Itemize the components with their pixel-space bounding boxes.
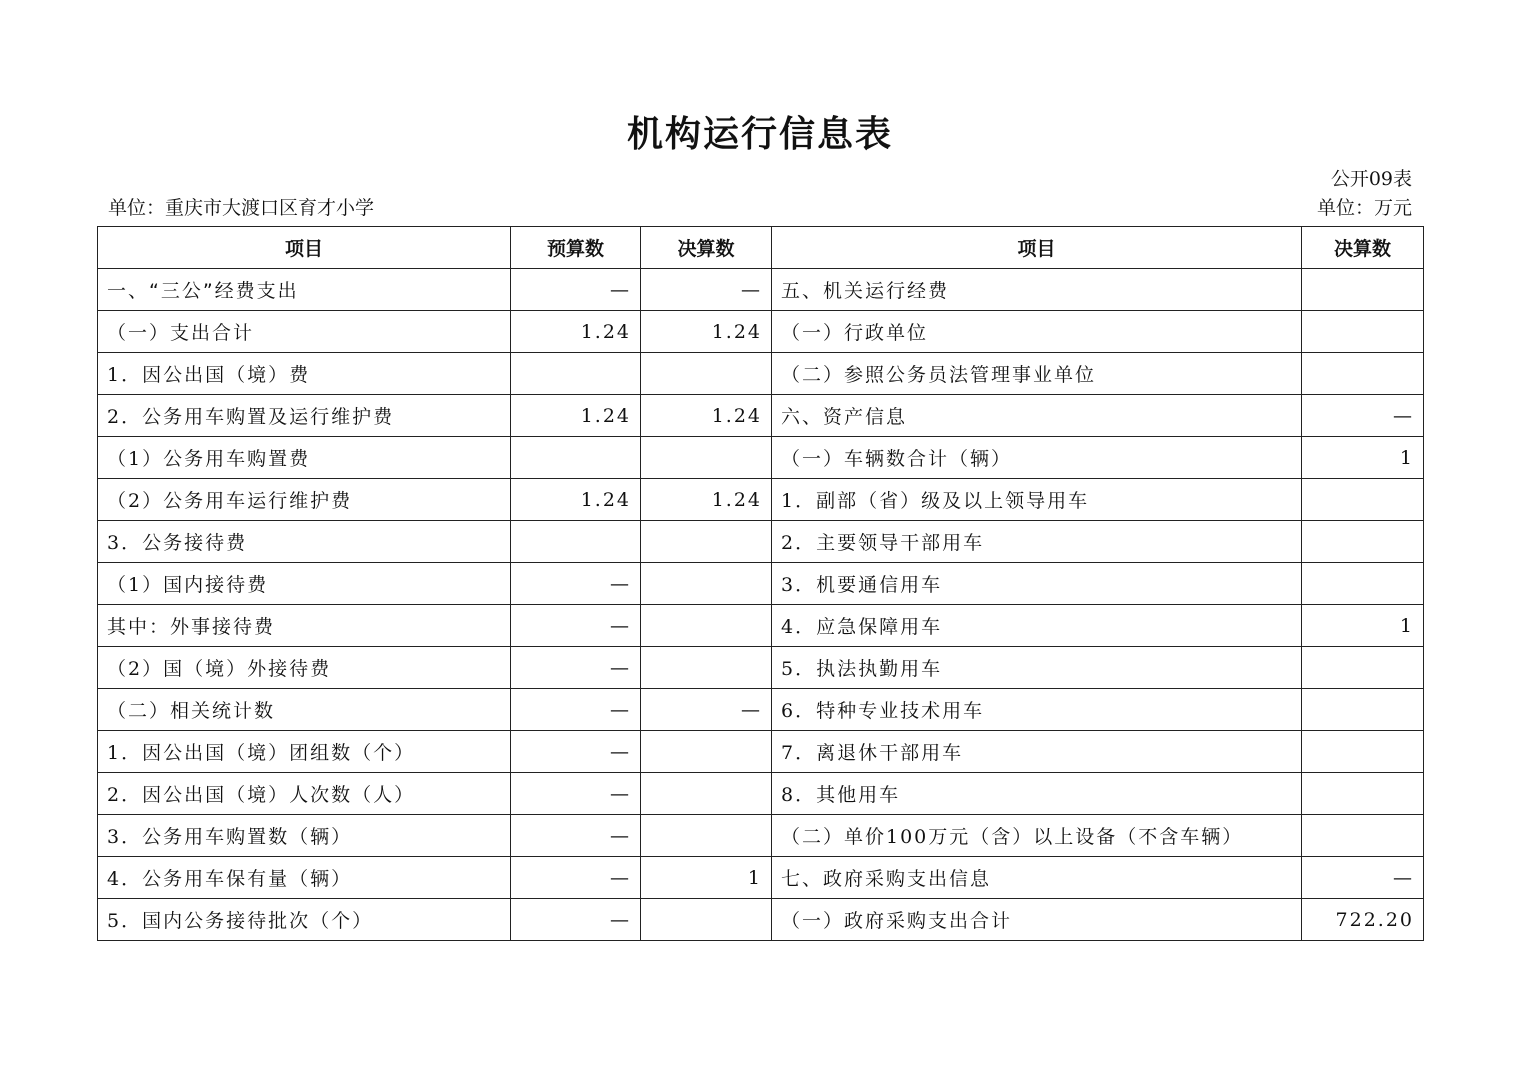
row-label-right: 3．机要通信用车 — [772, 563, 1302, 605]
row-label-right: 7．离退休干部用车 — [772, 731, 1302, 773]
row-label: 2．因公出国（境）人次数（人） — [98, 773, 511, 815]
budget-value: — — [511, 605, 641, 647]
row-label: 5．国内公务接待批次（个） — [98, 899, 511, 941]
table-row — [98, 647, 1424, 689]
table-header-row — [98, 227, 1424, 269]
row-label-right: 8．其他用车 — [772, 773, 1302, 815]
header-item: 项目 — [98, 227, 511, 269]
budget-value: 1.24 — [511, 311, 641, 353]
final-value: — — [641, 689, 772, 731]
table-row — [98, 815, 1424, 857]
row-label-right: 2．主要领导干部用车 — [772, 521, 1302, 563]
table-row — [98, 479, 1424, 521]
final-value — [641, 353, 772, 395]
final-value — [641, 521, 772, 563]
row-label-right: （一）政府采购支出合计 — [772, 899, 1302, 941]
header-item-right: 项目 — [772, 227, 1302, 269]
budget-value — [511, 521, 641, 563]
table-row — [98, 563, 1424, 605]
table-row — [98, 773, 1424, 815]
final-value-right — [1302, 311, 1424, 353]
row-label-right: 5．执法执勤用车 — [772, 647, 1302, 689]
header-final: 决算数 — [641, 227, 772, 269]
budget-value: — — [511, 815, 641, 857]
currency-unit-label: 单位：万元 — [1316, 197, 1412, 219]
final-value-right — [1302, 815, 1424, 857]
row-label-right: （二）参照公务员法管理事业单位 — [772, 353, 1302, 395]
final-value — [641, 731, 772, 773]
final-value-right — [1302, 479, 1424, 521]
page-title: 机构运行信息表 — [626, 114, 893, 155]
budget-value: — — [511, 773, 641, 815]
info-table — [97, 226, 1424, 941]
final-value: — — [641, 269, 772, 311]
row-label-right: 1．副部（省）级及以上领导用车 — [772, 479, 1302, 521]
final-value — [641, 815, 772, 857]
final-value-right — [1302, 563, 1424, 605]
row-label-right: 五、机关运行经费 — [772, 269, 1302, 311]
budget-value: — — [511, 689, 641, 731]
row-label-right: 4．应急保障用车 — [772, 605, 1302, 647]
budget-value: — — [511, 899, 641, 941]
table-row — [98, 857, 1424, 899]
row-label: 其中：外事接待费 — [98, 605, 511, 647]
budget-value: — — [511, 563, 641, 605]
budget-value: 1.24 — [511, 479, 641, 521]
row-label: （2）国（境）外接待费 — [98, 647, 511, 689]
row-label-right: （一）车辆数合计（辆） — [772, 437, 1302, 479]
row-label-right: 六、资产信息 — [772, 395, 1302, 437]
table-row — [98, 689, 1424, 731]
final-value-right — [1302, 773, 1424, 815]
row-label: 4．公务用车保有量（辆） — [98, 857, 511, 899]
final-value-right: 1 — [1302, 605, 1424, 647]
row-label: 3．公务用车购置数（辆） — [98, 815, 511, 857]
budget-value: 1.24 — [511, 395, 641, 437]
final-value-right — [1302, 731, 1424, 773]
budget-value: — — [511, 857, 641, 899]
final-value-right — [1302, 521, 1424, 563]
row-label: 2．公务用车购置及运行维护费 — [98, 395, 511, 437]
row-label: 1．因公出国（境）团组数（个） — [98, 731, 511, 773]
row-label: 1．因公出国（境）费 — [98, 353, 511, 395]
budget-value: — — [511, 269, 641, 311]
final-value — [641, 899, 772, 941]
row-label: （2）公务用车运行维护费 — [98, 479, 511, 521]
form-code: 公开09表 — [1330, 168, 1412, 190]
row-label: （1）国内接待费 — [98, 563, 511, 605]
table-row — [98, 437, 1424, 479]
header-final-right: 决算数 — [1302, 227, 1424, 269]
row-label: （一）支出合计 — [98, 311, 511, 353]
final-value — [641, 563, 772, 605]
table-row — [98, 353, 1424, 395]
final-value-right: — — [1302, 395, 1424, 437]
table-row — [98, 395, 1424, 437]
table-row — [98, 731, 1424, 773]
final-value-right — [1302, 647, 1424, 689]
header-budget: 预算数 — [511, 227, 641, 269]
table-row — [98, 899, 1424, 941]
table-row — [98, 311, 1424, 353]
final-value — [641, 437, 772, 479]
budget-value — [511, 437, 641, 479]
budget-value: — — [511, 731, 641, 773]
final-value — [641, 773, 772, 815]
row-label-right: 6．特种专业技术用车 — [772, 689, 1302, 731]
row-label: 一、“三公”经费支出 — [98, 269, 511, 311]
row-label: 3．公务接待费 — [98, 521, 511, 563]
row-label: （二）相关统计数 — [98, 689, 511, 731]
budget-value: — — [511, 647, 641, 689]
unit-label: 单位：重庆市大渡口区育才小学 — [108, 197, 375, 219]
table-row — [98, 269, 1424, 311]
table-row — [98, 605, 1424, 647]
row-label: （1）公务用车购置费 — [98, 437, 511, 479]
final-value: 1.24 — [641, 479, 772, 521]
final-value-right: 1 — [1302, 437, 1424, 479]
final-value-right: 722.20 — [1302, 899, 1424, 941]
final-value: 1 — [641, 857, 772, 899]
row-label-right: （一）行政单位 — [772, 311, 1302, 353]
final-value — [641, 647, 772, 689]
final-value-right — [1302, 689, 1424, 731]
final-value — [641, 605, 772, 647]
final-value-right: — — [1302, 857, 1424, 899]
final-value-right — [1302, 353, 1424, 395]
table-row — [98, 521, 1424, 563]
row-label-right: 七、政府采购支出信息 — [772, 857, 1302, 899]
row-label-right: （二）单价100万元（含）以上设备（不含车辆） — [772, 815, 1302, 857]
final-value: 1.24 — [641, 311, 772, 353]
budget-value — [511, 353, 641, 395]
final-value-right — [1302, 269, 1424, 311]
final-value: 1.24 — [641, 395, 772, 437]
